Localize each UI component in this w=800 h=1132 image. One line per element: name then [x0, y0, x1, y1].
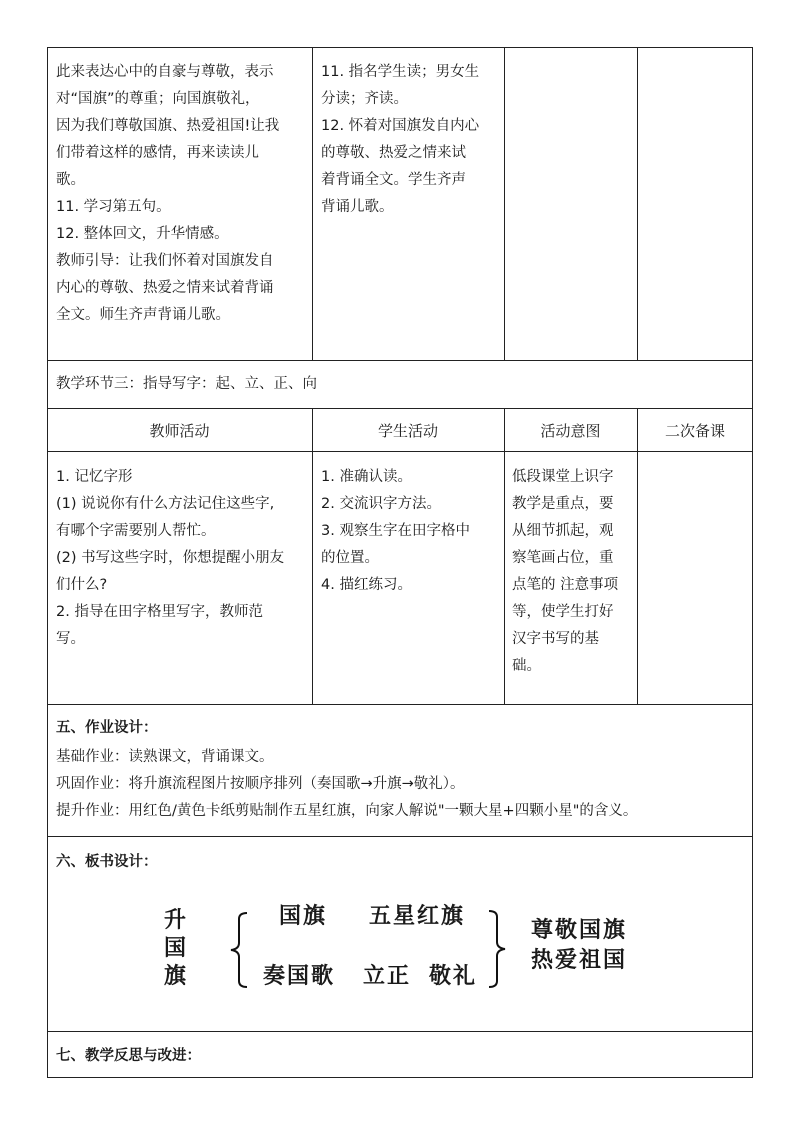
text-line: 歌。	[56, 172, 85, 188]
text-line: 汉字书写的基	[512, 631, 599, 647]
teacher-activity-cell-top	[56, 59, 308, 329]
text-line: 分读；齐读。	[321, 91, 408, 107]
row-divider	[47, 1031, 753, 1032]
text-line: 4. 描红练习。	[321, 577, 412, 593]
text-line: 12. 整体回文，升华情感。	[56, 226, 229, 242]
board-left-char: 国	[164, 935, 189, 961]
left-brace	[225, 911, 251, 989]
row-divider	[47, 451, 753, 452]
text-line: 写。	[56, 631, 85, 647]
text-line: 础。	[512, 658, 541, 674]
text-line: 此来表达心中的自豪与尊敬，表示	[56, 64, 274, 80]
homework-line: 提升作业：用红色/黄色卡纸剪贴制作五星红旗，向家人解说"一颗大星+四颗小星"的含义。	[56, 803, 638, 819]
header-teacher-activity: 教师活动	[149, 422, 210, 440]
board-item: 敬礼	[429, 963, 478, 989]
column-divider	[312, 47, 313, 360]
homework-line: 基础作业：读熟课文，背诵课文。	[56, 749, 274, 765]
text-line: 察笔画占位，重	[512, 550, 614, 566]
board-right-line: 尊敬国旗	[531, 917, 628, 943]
text-line: 从细节抓起，观	[512, 523, 614, 539]
row-divider	[47, 704, 753, 705]
board-left-char: 升	[164, 907, 189, 933]
text-line: 1. 记忆字形	[56, 469, 133, 485]
text-line: 2. 指导在田字格里写字，教师范	[56, 604, 263, 620]
column-divider	[504, 47, 505, 360]
student-activity-cell-top	[321, 59, 499, 221]
header-activity-intent: 活动意图	[540, 422, 601, 440]
right-brace	[485, 909, 511, 989]
board-design-title: 六、板书设计：	[56, 854, 158, 870]
text-line: (1) 说说你有什么方法记住这些字,	[56, 496, 275, 512]
text-line: 教学是重点，要	[512, 496, 614, 512]
student-activity-cell	[321, 464, 501, 599]
text-line: 背诵儿歌。	[321, 199, 394, 215]
text-line: 内心的尊敬、热爱之情来试着背诵	[56, 280, 274, 296]
homework-title: 五、作业设计：	[56, 720, 158, 736]
text-line: 有哪个字需要别人帮忙。	[56, 523, 216, 539]
text-line: 点笔的 注意事项	[512, 577, 619, 593]
board-item: 立正	[363, 963, 412, 989]
text-line: 11. 指名学生读；男女生	[321, 64, 480, 80]
text-line: 的位置。	[321, 550, 379, 566]
row-divider	[47, 836, 753, 837]
text-line: 们什么?	[56, 577, 108, 593]
text-line: 教师引导：让我们怀着对国旗发自	[56, 253, 274, 269]
text-line: 等，使学生打好	[512, 604, 614, 620]
activity-intent-cell	[512, 464, 634, 680]
board-right-line: 热爱祖国	[531, 947, 628, 973]
column-divider	[312, 408, 313, 704]
column-divider	[637, 47, 638, 360]
row-divider	[47, 360, 753, 361]
text-line: 1. 准确认读。	[321, 469, 412, 485]
board-item: 五星红旗	[369, 903, 466, 929]
row-divider	[47, 408, 753, 409]
homework-line: 巩固作业：将升旗流程图片按顺序排列（奏国歌→升旗→敬礼）。	[56, 776, 465, 792]
text-line: 们带着这样的感情，再来读读儿	[56, 145, 259, 161]
text-line: 12. 怀着对国旗发自内心	[321, 118, 480, 134]
board-item: 奏国歌	[263, 963, 336, 989]
text-line: 3. 观察生字在田字格中	[321, 523, 470, 539]
reflection-title: 七、教学反思与改进：	[56, 1048, 201, 1064]
lesson-plan-table	[47, 47, 753, 1078]
board-item: 国旗	[279, 903, 328, 929]
text-line: 着背诵全文。学生齐声	[321, 172, 466, 188]
text-line: 低段课堂上识字	[512, 469, 614, 485]
text-line: 因为我们尊敬国旗、热爱祖国!让我	[56, 118, 280, 134]
text-line: 对“国旗”的尊重；向国旗敬礼，	[56, 91, 260, 107]
header-second-prep: 二次备课	[664, 422, 725, 440]
text-line: 的尊敬、热爱之情来试	[321, 145, 466, 161]
text-line: (2) 书写这些字时，你想提醒小朋友	[56, 550, 285, 566]
board-left-char: 旗	[164, 963, 189, 989]
homework-section	[56, 715, 750, 825]
text-line: 全文。师生齐声背诵儿歌。	[56, 307, 230, 323]
column-divider	[637, 408, 638, 704]
text-line: 11. 学习第五句。	[56, 199, 171, 215]
section-3-title: 教学环节三：指导写字：起、立、正、向	[56, 376, 317, 392]
header-student-activity: 学生活动	[377, 422, 438, 440]
column-divider	[504, 408, 505, 704]
text-line: 2. 交流识字方法。	[321, 496, 441, 512]
teacher-activity-cell	[56, 464, 310, 653]
